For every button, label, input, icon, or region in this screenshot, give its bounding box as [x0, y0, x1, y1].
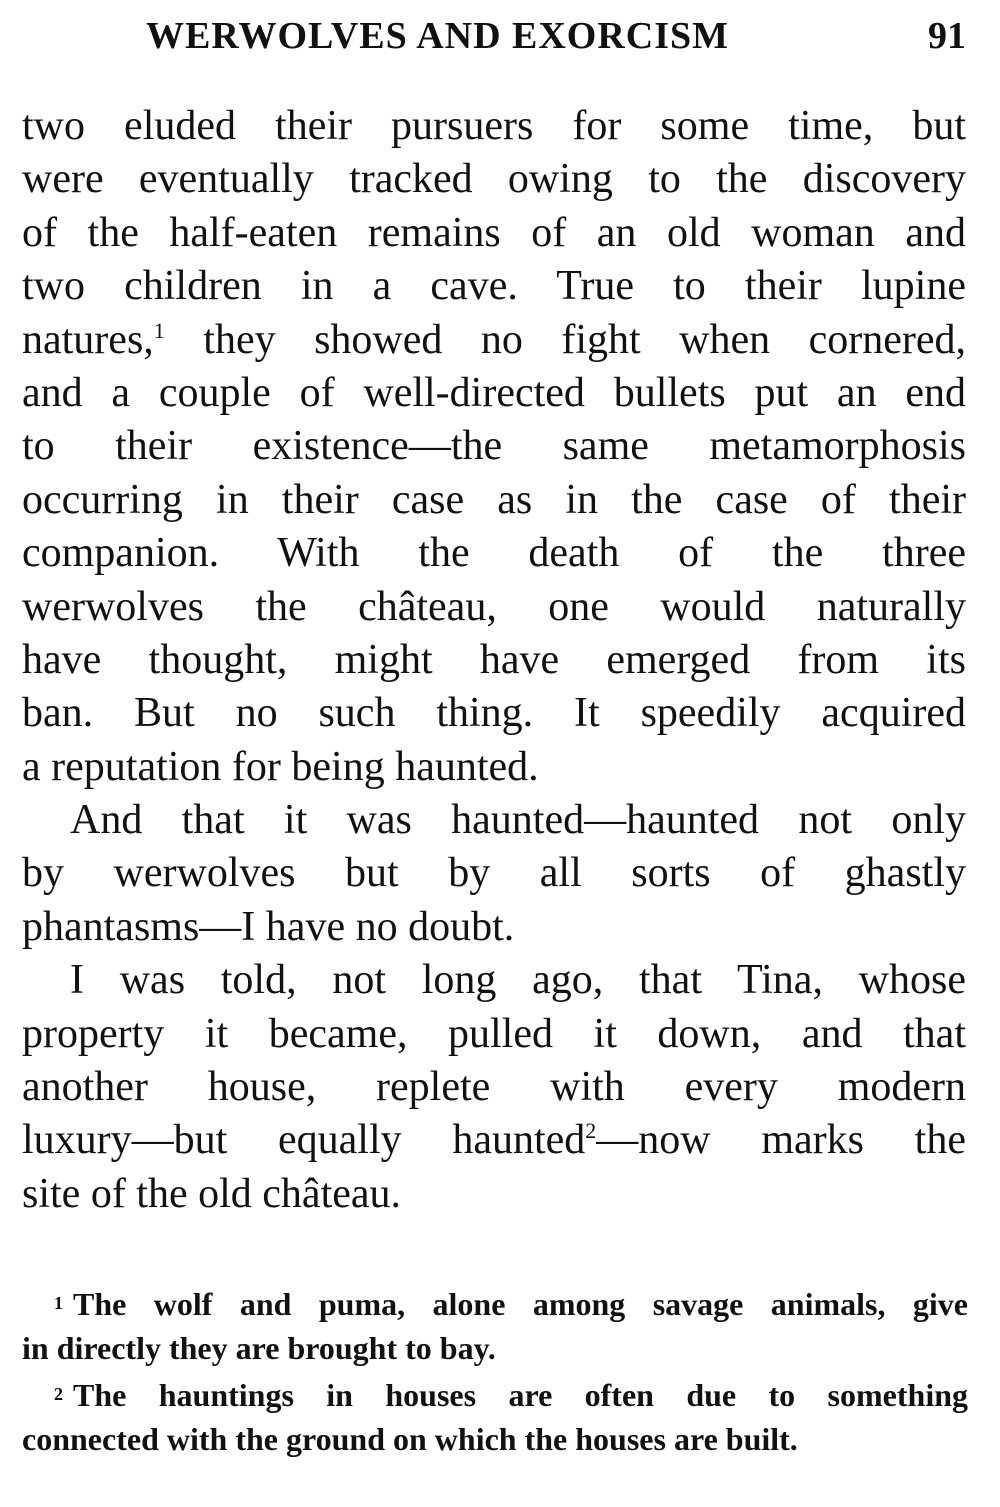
text-line: to their existence—the same metamorphosis	[22, 423, 966, 470]
text-line	[22, 1114, 966, 1167]
footnote-mark: 1	[54, 1293, 63, 1313]
text-line: occurring in their case as in the case of their	[22, 476, 966, 523]
footnote-line: in directly they are brought to bay.	[22, 1329, 496, 1366]
paragraph-1	[22, 100, 966, 794]
text-line: werwolves the château, one would naturally	[22, 583, 966, 630]
footnotes	[22, 1281, 968, 1461]
footnote-line	[22, 1281, 968, 1326]
running-head	[22, 14, 966, 62]
text-line: have thought, might have emerged from its	[22, 636, 966, 683]
footnote-mark: 2	[54, 1384, 63, 1404]
text-line: a reputation for being haunted.	[22, 743, 539, 790]
text-line: two eluded their pursuers for some time, but	[22, 103, 966, 149]
text-run: they showed no fight when cornered,	[164, 316, 966, 363]
text-line: another house, replete with every modern	[22, 1064, 966, 1111]
text-line: site of the old château.	[22, 1170, 402, 1217]
text-line: were eventually tracked owing to the discovery	[22, 156, 966, 203]
paragraph-2	[22, 794, 966, 954]
text-line: I was told, not long ago, that Tina, whose	[70, 957, 966, 1004]
text-run: —now marks the	[596, 1117, 966, 1164]
footnote-line: connected with the ground on which the houses are built.	[22, 1420, 798, 1457]
text-line: by werwolves but by all sorts of ghastly	[22, 850, 966, 897]
text-run: The wolf and puma, alone among savage animals, give	[73, 1286, 968, 1322]
text-line	[22, 314, 966, 367]
footnote-line	[22, 1372, 968, 1417]
text-run: natures,	[22, 316, 154, 363]
running-title: WERWOLVES AND EXORCISM	[146, 15, 730, 57]
text-line: phantasms—I have no doubt.	[22, 903, 515, 950]
footnote-reference-2[interactable]: 2	[585, 1118, 597, 1144]
text-run: luxury—but equally haunted	[22, 1117, 586, 1164]
text-line: companion. With the death of the three	[22, 530, 966, 577]
text-line: ban. But no such thing. It speedily acquired	[22, 690, 966, 737]
text-line: two children in a cave. True to their lupine	[22, 263, 966, 310]
text-run: The hauntings in houses are often due to something	[73, 1377, 968, 1413]
footnote-2	[22, 1372, 968, 1461]
paragraph-3	[22, 954, 966, 1221]
text-line: property it became, pulled it down, and that	[22, 1010, 966, 1057]
page-number: 91	[928, 15, 966, 57]
text-line: of the half-eaten remains of an old woman and	[22, 209, 966, 256]
footnote-reference-1[interactable]: 1	[153, 317, 165, 343]
text-line: And that it was haunted—haunted not only	[70, 797, 966, 844]
body-text	[22, 100, 966, 1221]
text-line: and a couple of well-directed bullets put an end	[22, 369, 966, 416]
footnote-1	[22, 1281, 968, 1370]
